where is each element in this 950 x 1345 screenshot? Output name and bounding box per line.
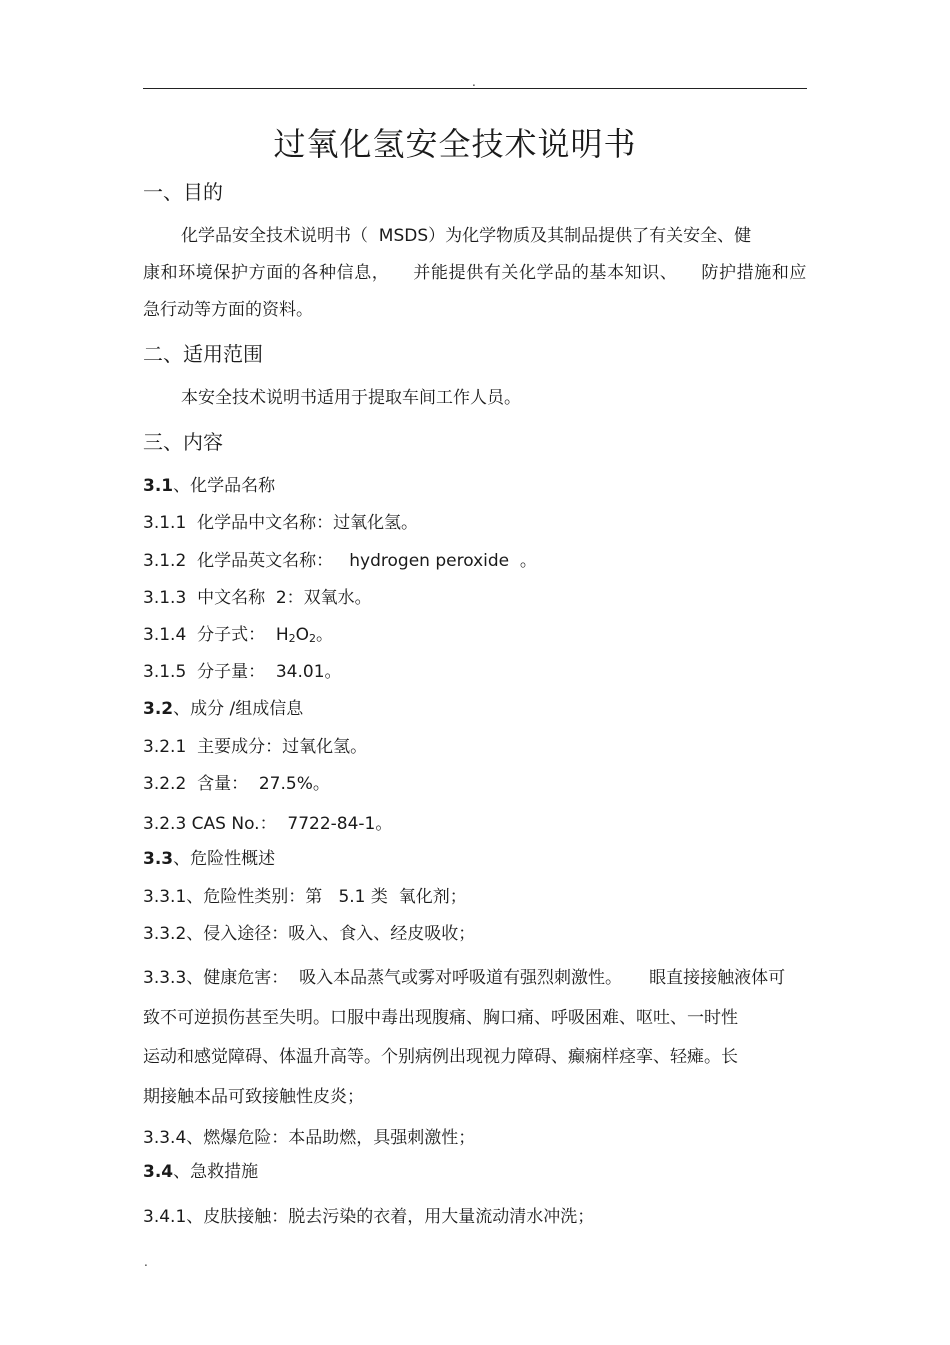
item-heading bbox=[143, 474, 275, 498]
item-line: 3.4.1、皮肤接触：脱去污染的衣着，用大量流动清水冲洗； bbox=[143, 1207, 595, 1227]
item-line: 运动和感觉障碍、体温升高等。个别病例出现视力障碍、癫痫样痉挛、轻瘫。长 bbox=[143, 1047, 738, 1067]
item-line: 3.2.3 CAS No.： 7722-84-1。 bbox=[143, 814, 393, 834]
formula-subscript: 2 bbox=[288, 632, 296, 645]
footer-dot: . bbox=[144, 1255, 148, 1269]
section-heading-purpose: 一、目的 bbox=[143, 180, 223, 204]
item-line: 3.3.2、侵入途径：吸入、食入、经皮吸收； bbox=[143, 924, 476, 944]
item-line-formula bbox=[143, 623, 333, 651]
formula-mid: O bbox=[295, 625, 310, 645]
paragraph-line: 化学品安全技术说明书（ MSDS）为化学物质及其制品提供了有关安全、健 bbox=[181, 226, 752, 246]
section-heading-content: 三、内容 bbox=[143, 430, 223, 454]
item-heading bbox=[143, 847, 275, 871]
item-heading-text: 、成分 /组成信息 bbox=[173, 699, 304, 719]
item-heading-text: 、化学品名称 bbox=[173, 476, 276, 496]
item-line: 3.1.2 化学品英文名称： hydrogen peroxide 。 bbox=[143, 551, 537, 571]
item-line: 3.1.5 分子量： 34.01。 bbox=[143, 662, 342, 682]
paragraph-line: 本安全技术说明书适用于提取车间工作人员。 bbox=[181, 388, 521, 408]
item-line: 3.3.1、危险性类别：第 5.1 类 氧化剂； bbox=[143, 887, 467, 907]
paragraph-line: 康和环境保护方面的各种信息， 并能提供有关化学品的基本知识、 防护措施和应 bbox=[143, 263, 808, 283]
header-rule bbox=[143, 88, 807, 89]
section-heading-scope: 二、适用范围 bbox=[143, 342, 263, 366]
item-heading bbox=[143, 697, 303, 721]
item-line: 致不可逆损伤甚至失明。口服中毒出现腹痛、胸口痛、呼吸困难、呕吐、一时性 bbox=[143, 1008, 738, 1028]
item-number: 3.4 bbox=[143, 1162, 174, 1182]
paragraph-line: 急行动等方面的资料。 bbox=[143, 300, 313, 320]
formula-subscript: 2 bbox=[309, 632, 317, 645]
item-number: 3.1 bbox=[143, 476, 174, 496]
item-number: 3.2 bbox=[143, 699, 174, 719]
item-heading-text: 、危险性概述 bbox=[173, 849, 276, 869]
item-number: 3.3 bbox=[143, 849, 174, 869]
item-line: 3.2.2 含量： 27.5%。 bbox=[143, 774, 330, 794]
formula-suffix: 。 bbox=[316, 625, 334, 645]
item-line: 3.3.3、健康危害： 吸入本品蒸气或雾对呼吸道有强烈刺激性。 眼直接接触液体可 bbox=[143, 968, 786, 988]
item-line: 3.1.1 化学品中文名称：过氧化氢。 bbox=[143, 513, 419, 533]
item-line: 3.2.1 主要成分：过氧化氢。 bbox=[143, 737, 368, 757]
item-line: 期接触本品可致接触性皮炎； bbox=[143, 1087, 364, 1107]
item-heading-text: 、急救措施 bbox=[173, 1162, 259, 1182]
item-line: 3.3.4、燃爆危险：本品助燃，具强刺激性； bbox=[143, 1128, 476, 1148]
header-dot: . bbox=[472, 75, 476, 89]
item-line: 3.1.3 中文名称 2：双氧水。 bbox=[143, 588, 372, 608]
formula-prefix: 3.1.4 分子式： H bbox=[143, 625, 289, 645]
document-title: 过氧化氢安全技术说明书 bbox=[273, 125, 637, 163]
item-heading bbox=[143, 1160, 258, 1184]
